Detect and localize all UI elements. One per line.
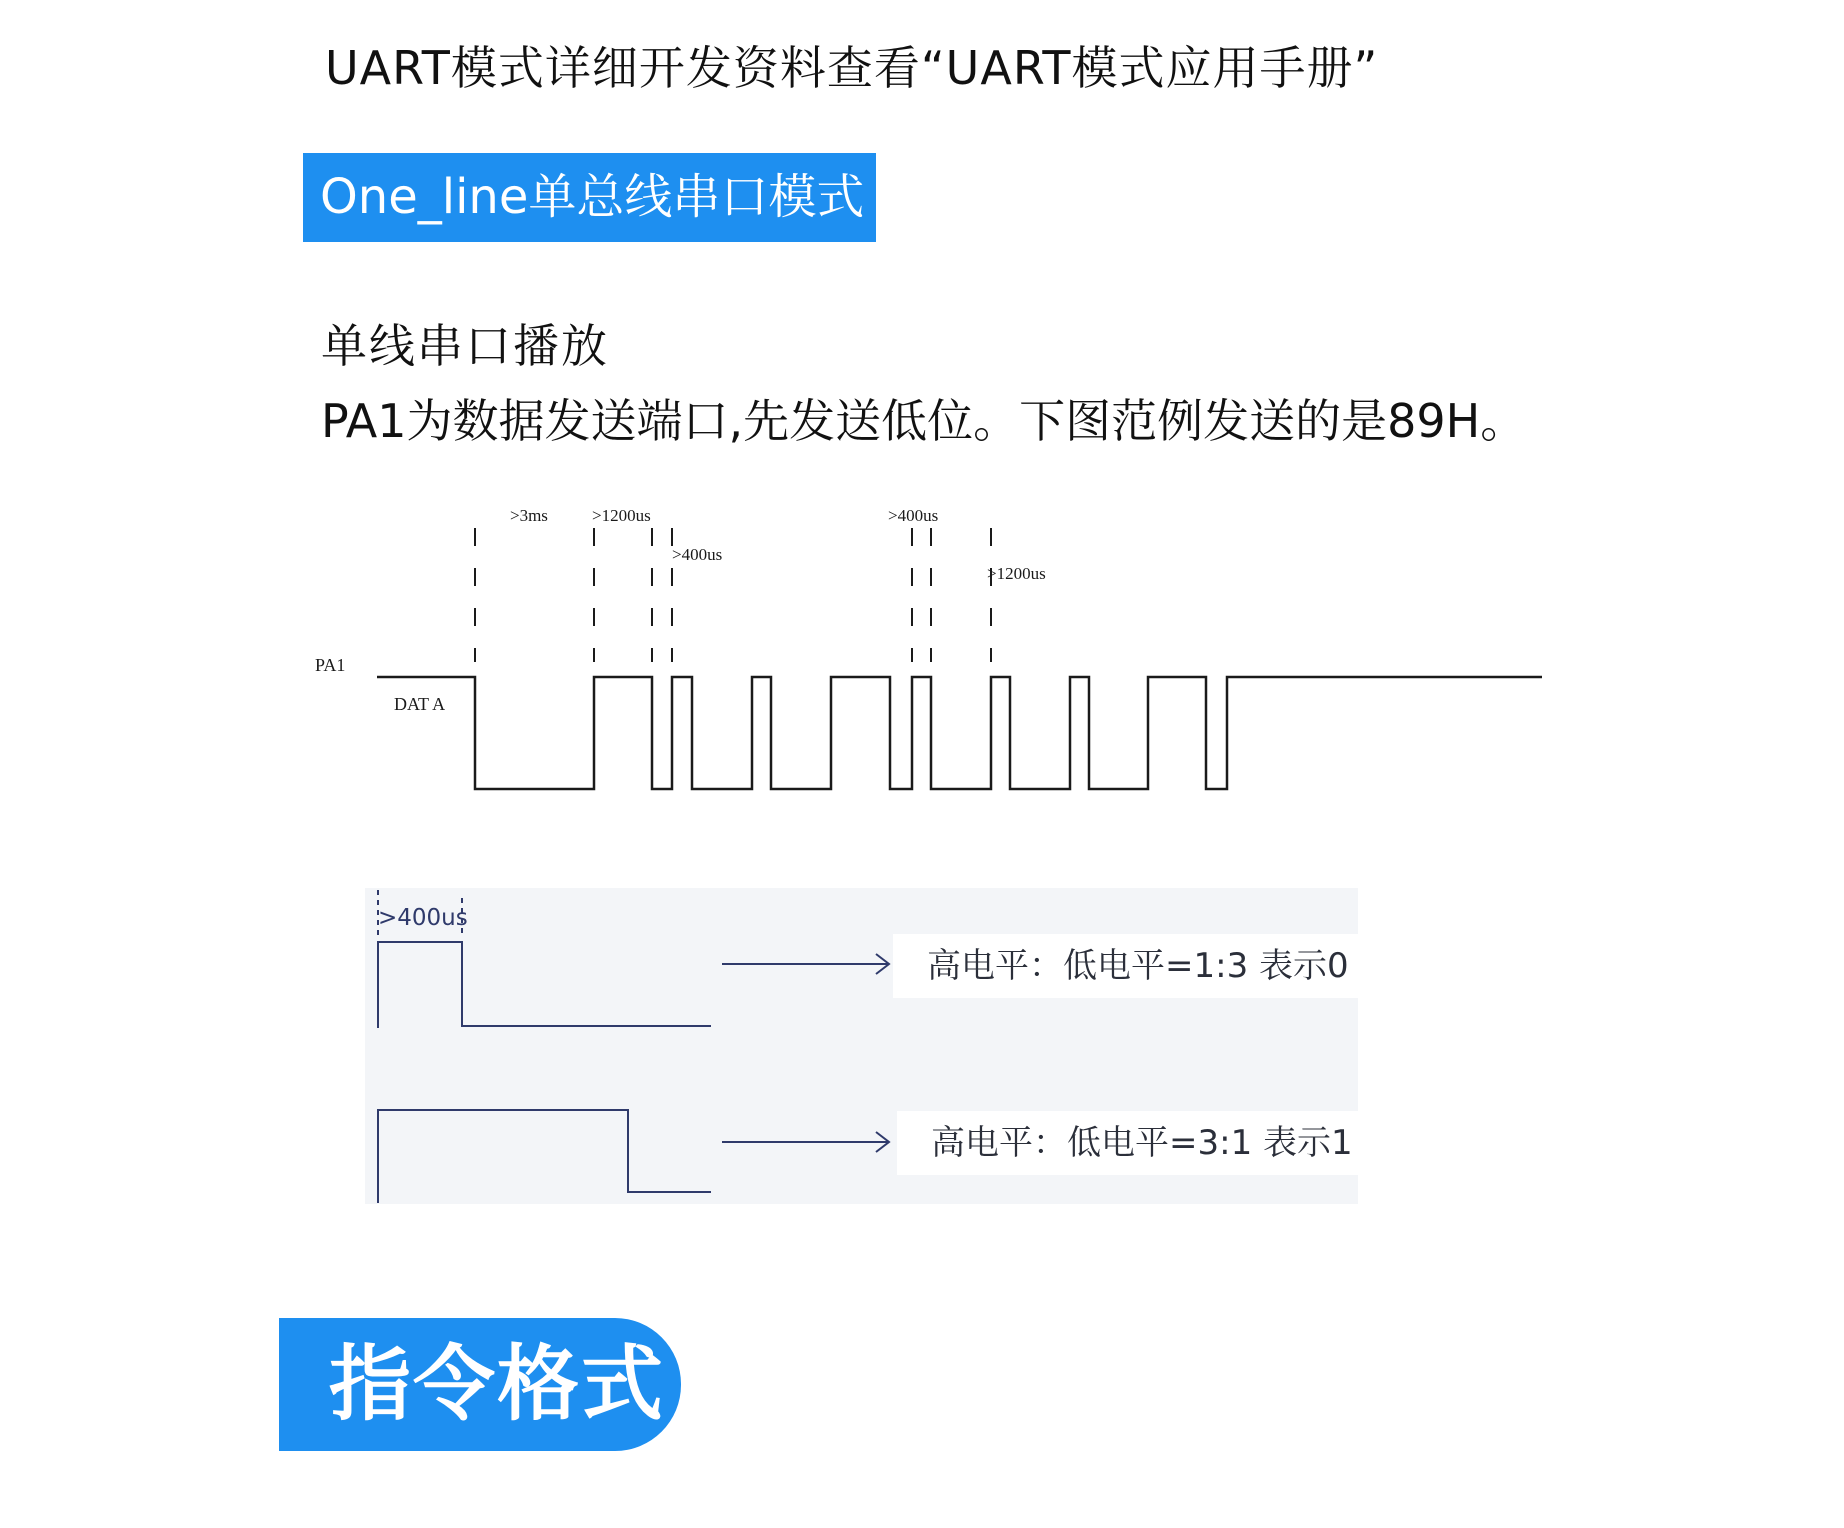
pin-label: PA1 <box>315 655 346 675</box>
bit-one-label: 高电平：低电平=3:1 表示1 <box>897 1111 1358 1175</box>
bit-zero-label: 高电平：低电平=1:3 表示0 <box>893 934 1358 998</box>
instruction-banner: 指令格式 <box>279 1318 681 1451</box>
bit-zero-arrow <box>722 954 889 974</box>
section-description: PA1为数据发送端口,先发送低位。下图范例发送的是89H。 <box>321 394 1527 448</box>
section-title: 单线串口播放 <box>321 319 609 373</box>
bit-one-arrow <box>722 1132 889 1152</box>
bit-one-waveform <box>378 1110 711 1203</box>
intro-text: UART模式详细开发资料查看“UART模式应用手册” <box>325 41 1379 95</box>
annotation-400us: >400us <box>672 545 723 564</box>
pulse-width-label: >400us <box>378 905 468 931</box>
annotation-1200us: >1200us <box>592 506 651 525</box>
annotation-b-400us: >400us <box>888 506 939 525</box>
annotation-b-1200us: >1200us <box>987 564 1046 583</box>
bit-zero-waveform <box>378 942 711 1028</box>
mode-banner: One_line单总线串口模式 <box>303 153 876 242</box>
annotation-3ms: >3ms <box>510 506 548 525</box>
data-label: DAT A <box>394 694 446 714</box>
